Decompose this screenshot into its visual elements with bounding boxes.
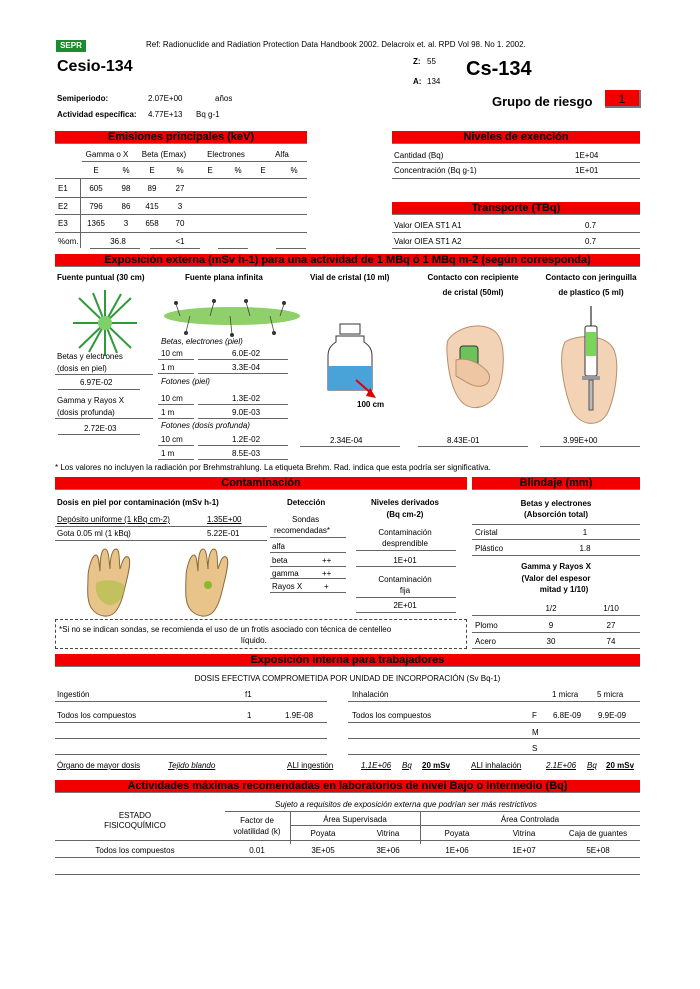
mean-value: 36.8 (110, 237, 126, 246)
probe-mark: ++ (322, 569, 332, 578)
plane-phot-skin-title: Fotones (piel) (161, 377, 210, 386)
a-label: A: (413, 77, 422, 86)
ingestion-compound: Todos los compuestos (57, 711, 137, 720)
max-row-value: 3E+05 (311, 846, 335, 855)
skin-dose-value: 5.22E-01 (207, 529, 240, 538)
transport-label: Valor OIEA ST1 A1 (394, 221, 462, 230)
col-title-glass-1: Contacto con recipiente (427, 273, 519, 282)
inhalation-type: F (532, 711, 537, 720)
activity-value: 4.77E+13 (148, 110, 183, 119)
nuclide-name: Cesio-134 (57, 58, 133, 75)
hand-uniform-icon (80, 547, 140, 617)
ali-inhalation-value: 2.1E+06 (546, 761, 577, 770)
shield-gamma-col: 1/2 (545, 604, 557, 613)
emission-subheader: % (122, 166, 130, 175)
exemption-value: 1E+01 (575, 166, 599, 175)
emission-cell: 98 (121, 184, 131, 193)
plane-distance: 10 cm (161, 394, 183, 403)
transport-label: Valor OIEA ST1 A2 (394, 237, 462, 246)
derived-title: (Bq cm-2) (386, 510, 424, 519)
derived-title: Niveles derivados (370, 498, 440, 507)
exemption-header: Niveles de exención (392, 131, 640, 144)
shield-gamma-title: (Valor del espesor (521, 574, 591, 583)
vial-distance: 100 cm (357, 400, 385, 409)
shield-gamma-value: 74 (606, 637, 616, 646)
shield-beta-title: Betas y electrones (520, 499, 592, 508)
emission-group: Gamma o X (85, 150, 129, 159)
activity-unit: Bq g-1 (196, 110, 220, 119)
inhalation-type: M (532, 728, 539, 737)
inhalation-label: Inhalación (352, 690, 389, 699)
plane-value: 6.0E-02 (232, 349, 261, 358)
micron-1-label: 1 micra (552, 690, 579, 699)
inhalation-compound: Todos los compuestos (352, 711, 432, 720)
micron-5-label: 5 micra (597, 690, 624, 699)
col-title-plane: Fuente plana infinita (185, 273, 263, 282)
col-title-glass-2: de cristal (50ml) (442, 288, 504, 297)
ali-inhalation-unit: Bq (587, 761, 597, 770)
a-value: 134 (427, 77, 441, 86)
max-row-factor: 0.01 (249, 846, 265, 855)
shield-beta-label: Plástico (475, 544, 504, 553)
max-row-state: Todos los compuestos (95, 846, 175, 855)
mean-label: %om. (58, 237, 79, 246)
factor-label: volatilidad (k) (233, 827, 281, 836)
emission-subheader: % (176, 166, 184, 175)
emission-cell: 3 (177, 202, 183, 211)
emission-cell: 796 (89, 202, 103, 211)
emission-cell: 89 (147, 184, 157, 193)
f1-label: f1 (245, 690, 252, 699)
removable-label: desprendible (382, 539, 428, 548)
removable-label: Contaminación (378, 528, 432, 537)
reference-text: Ref: Radionuclide and Radiation Protection Data Handbook 2002. Delacroix et. al. RPD Vol 98. No 1. 2002. (146, 40, 526, 49)
probe-mark: + (324, 582, 329, 591)
skin-dose-value: 1.35E+00 (207, 515, 242, 524)
max-row-value: 1E+06 (445, 846, 469, 855)
plane-value: 1.2E-02 (232, 435, 261, 444)
vial-icon (322, 322, 382, 402)
syringe-hand-icon (555, 302, 625, 422)
col-title-syringe-2: de plastico (5 ml) (558, 288, 624, 297)
plane-distance: 10 cm (161, 349, 183, 358)
fixed-label: Contaminación (378, 575, 432, 584)
shield-gamma-value: 27 (606, 621, 616, 630)
point-source-star-icon (65, 288, 145, 358)
vial-value: 2.34E-04 (330, 436, 363, 445)
emission-cell: 86 (121, 202, 131, 211)
max-row-value: 5E+08 (586, 846, 610, 855)
plane-distance: 1 m (161, 449, 175, 458)
shield-gamma-label: Acero (475, 637, 496, 646)
point-beta-label: Betas y electrones (57, 352, 123, 361)
inhalation-1micron: 6.8E-09 (553, 711, 582, 720)
transport-header: Transporte (TBq) (392, 202, 640, 215)
max-row-value: 3E+06 (376, 846, 400, 855)
contamination-header: Contaminación (55, 477, 467, 490)
emission-cell: 70 (175, 219, 185, 228)
skin-dose-title: Dosis en piel por contaminación (mSv h-1) (57, 498, 219, 507)
point-gamma-label: (dosis profunda) (57, 408, 115, 417)
shielding-header: Blindaje (mm) (472, 477, 640, 490)
emission-cell: 605 (89, 184, 103, 193)
probe-mark: ++ (322, 556, 332, 565)
organ-value: Tejido blando (168, 761, 216, 770)
skin-dose-label: Depósito uniforme (1 kBq cm-2) (57, 515, 170, 524)
plane-source-icon (160, 290, 310, 340)
point-gamma-value: 2.72E-03 (84, 424, 117, 433)
risk-value: 1 (605, 90, 641, 108)
sepr-badge: SEPR (56, 40, 86, 52)
plane-phot-deep-title: Fotones (dosis profunda) (161, 421, 250, 430)
shield-beta-value: 1 (582, 528, 588, 537)
fixed-label: fija (399, 586, 411, 595)
nuclide-symbol: Cs-134 (466, 58, 532, 80)
exemption-label: Cantidad (Bq) (394, 151, 444, 160)
shield-gamma-value: 9 (548, 621, 554, 630)
plane-value: 1.3E-02 (232, 394, 261, 403)
ingestion-label: Ingestión (57, 690, 90, 699)
probe-name: alfa (272, 542, 285, 551)
sub-col: Caja de guantes (568, 829, 628, 838)
risk-label: Grupo de riesgo (492, 94, 593, 109)
max-activity-header: Actividades máximas recomendadas en laboratorios de nivel Bajo o Intermedio (Bq) (55, 780, 640, 793)
col-title-vial: Vial de cristal (10 ml) (310, 273, 390, 282)
plane-value: 3.3E-04 (232, 363, 261, 372)
emission-cell: 1365 (87, 219, 105, 228)
probe-note: *Si no se indican sondas, se recomienda el uso de un frotis asociado con técnica de centelleo (59, 625, 392, 634)
detection-title: Detección (287, 498, 326, 507)
shield-gamma-title: mitad y 1/10) (539, 585, 589, 594)
sub-col: Vitrina (512, 829, 536, 838)
factor-label: Factor de (240, 816, 274, 825)
ali-ingestion-dose: 20 mSv (422, 761, 451, 770)
probe-name: gamma (272, 569, 299, 578)
shield-gamma-label: Plomo (475, 621, 498, 630)
inhalation-type: S (532, 744, 538, 753)
plane-distance: 10 cm (161, 435, 183, 444)
col-title-point: Fuente puntual (30 cm) (57, 273, 145, 282)
removable-value: 1E+01 (393, 556, 417, 565)
z-label: Z: (413, 57, 421, 66)
controlled-area-label: Área Controlada (500, 815, 560, 824)
emission-group: Beta (Emax) (141, 150, 187, 159)
detection-subtitle: recomendadas* (274, 526, 331, 535)
emission-cell: 3 (123, 219, 129, 228)
internal-exposure-header: Exposición interna para trabajadores (55, 654, 640, 667)
ingestion-f1: 1 (247, 711, 252, 720)
sub-col: Poyata (444, 829, 470, 838)
emission-subheader: % (234, 166, 242, 175)
inhalation-5micron: 9.9E-09 (598, 711, 627, 720)
hand-drop-icon (178, 547, 238, 617)
emission-subheader: E (207, 166, 213, 175)
emission-row-label: E3 (58, 219, 68, 228)
point-beta-value: 6.97E-02 (80, 378, 113, 387)
detection-subtitle: Sondas (292, 515, 320, 524)
organ-label: Órgano de mayor dosis (57, 761, 141, 770)
transport-value: 0.7 (585, 221, 597, 230)
z-value: 55 (427, 57, 436, 66)
point-gamma-label: Gamma y Rayos X (57, 396, 125, 405)
shield-gamma-col: 1/10 (603, 604, 619, 613)
emission-group: Electrones (207, 150, 245, 159)
shield-beta-label: Cristal (475, 528, 498, 537)
emission-cell: 27 (175, 184, 185, 193)
half-life-label: Semiperiodo: (57, 94, 109, 103)
shield-beta-title: (Absorción total) (524, 510, 588, 519)
ali-ingestion-label: ALI ingestión (287, 761, 334, 770)
point-beta-label: (dosis en piel) (57, 364, 107, 373)
plane-value: 9.0E-03 (232, 408, 261, 417)
emission-subheader: E (93, 166, 99, 175)
probe-name: Rayos X (272, 582, 303, 591)
activity-label: Actividad específica: (57, 110, 137, 119)
probe-name: beta (272, 556, 288, 565)
glass-value: 8.43E-01 (447, 436, 480, 445)
emission-subheader: E (149, 166, 155, 175)
emission-cell: 415 (145, 202, 159, 211)
ingestion-value: 1.9E-08 (285, 711, 314, 720)
emission-group: Alfa (275, 150, 289, 159)
col-title-syringe-1: Contacto con jeringuilla (545, 273, 637, 282)
emission-row-label: E2 (58, 202, 68, 211)
external-exposure-header: Exposición externa (mSv h-1) para una actividad de 1 MBq ó 1 MBq m-2 (según corresponda) (55, 254, 640, 267)
mean-value: <1 (175, 237, 185, 246)
ali-inhalation-dose: 20 mSv (606, 761, 635, 770)
fixed-value: 2E+01 (393, 601, 417, 610)
skin-dose-label: Gota 0.05 ml (1 kBq) (57, 529, 131, 538)
plane-value: 8.5E-03 (232, 449, 261, 458)
ali-ingestion-unit: Bq (402, 761, 412, 770)
shield-gamma-value: 30 (546, 637, 556, 646)
max-activity-caveat: Sujeto a requisitos de exposición externa que podrían ser más restrictivos (275, 800, 537, 809)
state-label: ESTADO (118, 811, 152, 820)
emission-subheader: E (260, 166, 266, 175)
exemption-label: Concentración (Bq g-1) (394, 166, 477, 175)
probe-note: líquido. (241, 636, 267, 645)
shield-gamma-title: Gamma y Rayos X (521, 562, 591, 571)
emission-cell: 658 (145, 219, 159, 228)
plane-betas-title: Betas, electrones (piel) (161, 337, 243, 346)
shield-beta-value: 1.8 (579, 544, 591, 553)
sub-col: Poyata (310, 829, 336, 838)
half-life-value: 2.07E+00 (148, 94, 183, 103)
transport-value: 0.7 (585, 237, 597, 246)
internal-subtitle: DOSIS EFECTIVA COMPROMETIDA POR UNIDAD DE INCORPORACIÓN (Sv Bq-1) (194, 674, 501, 683)
ali-inhalation-label: ALI inhalación (471, 761, 522, 770)
brehmstrahlung-footnote: * Los valores no incluyen la radiación por Brehmstrahlung. La etiqueta Brehm. Rad. indica que esta podría ser significativa. (55, 463, 491, 472)
state-label: FISICOQUÍMICO (104, 821, 166, 830)
ali-ingestion-value: 1.1E+06 (361, 761, 392, 770)
emission-subheader: % (290, 166, 298, 175)
glass-container-hand-icon (438, 320, 508, 415)
sub-col: Vitrina (376, 829, 400, 838)
supervised-area-label: Área Supervisada (323, 815, 387, 824)
half-life-unit: años (215, 94, 233, 103)
plane-distance: 1 m (161, 408, 175, 417)
emission-row-label: E1 (58, 184, 68, 193)
max-row-value: 1E+07 (512, 846, 536, 855)
plane-distance: 1 m (161, 363, 175, 372)
emissions-header: Emisiones principales (keV) (55, 131, 307, 144)
exemption-value: 1E+04 (575, 151, 599, 160)
syringe-value: 3.99E+00 (563, 436, 598, 445)
